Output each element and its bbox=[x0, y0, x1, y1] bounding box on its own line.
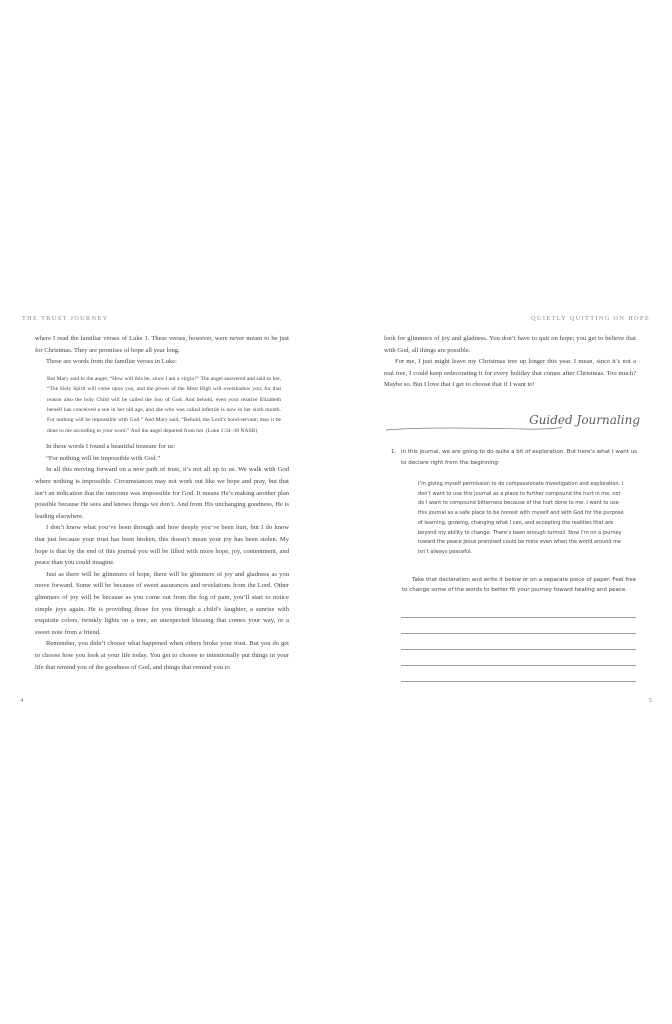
paragraph: Just as there will be glimmers of hope, there will be glimmers of joy and gladness as you move forward. Some will be because of sweet assurances and revelations from the Lord. Other glimmers of joy will be because as you come out from the fog of pain, you’ll start to notice simple joys again. He is providing those for you through a child’s laughter, a sunrise with exquisite colors, twinkly lights on a tree, an unexpected blessing that comes your way, or a sweet note from a friend. bbox=[35, 570, 289, 636]
paragraph: In these words I found a beautiful treasure for us: bbox=[46, 443, 176, 451]
writing-line[interactable] bbox=[401, 617, 636, 618]
header-right: QUIETLY QUITTING ON HOPE bbox=[531, 315, 650, 322]
instruction-paragraph: Take that declaration and write it below or on a separate piece of paper. Feel free to change some of the words to better fit your journey toward healing and peace. bbox=[402, 577, 637, 593]
prompt-number: 1. bbox=[391, 449, 397, 455]
scripture-blockquote: But Mary said to the angel, “How will this be, since I am a virgin?” The angel answered and said to her, “The Holy Spirit will come upon you, and the power of the Most High will overshadow you; for that reason also the holy Child will be called the Son of God. And behold, even your relative Elizabeth herself has conceived a son in her old age, and she who was called infertile is now in her sixth month. For nothing will be impossible with God.” And Mary said, “Behold, the Lord’s bond-servant; may it be done to me according to your word.” And the angel departed from her. (Luke 1:34–38 NASB) bbox=[47, 375, 281, 434]
section-title: Guided Journaling bbox=[529, 413, 640, 427]
writing-line[interactable] bbox=[401, 665, 636, 666]
paragraph: I don’t know what you’ve been through and how deeply you’ve been hurt, but I do know that just because your trust has been broken, this doesn’t mean your joy has been stolen. My hope is that by the end of this journal you will be filled with more hope, joy, contentment, and peace than you could imagine. bbox=[35, 524, 289, 567]
page-number-left: 4 bbox=[20, 697, 24, 704]
journal-prompt-1 bbox=[391, 447, 637, 468]
paragraph: Remember, you didn’t choose what happened when others broke your trust. But you do get to choose how you look at your life today. You get to choose to intentionally put things in your life that remind you of the goodness of God, and things that remind you to bbox=[35, 640, 289, 671]
paragraph: “For nothing will be impossible with God.” bbox=[46, 454, 161, 462]
writing-line[interactable] bbox=[401, 633, 636, 634]
paragraph: In all this moving forward on a new path of trust, it’s not all up to us. We walk with God where nothing is impossible. Circumstances may not work out like we hope and pray, but that isn’t an indication that the outcome was impossible for God. It means He’s making another plan possible because He sees and knows things we don’t. And from His unchanging goodness, He is leading elsewhere. bbox=[35, 466, 289, 520]
left-page-body bbox=[35, 333, 289, 673]
paragraph: For me, I just might leave my Christmas tree up longer this year. I mean, since it’s not a real tree, I could keep redecorating it for every holiday that comes after Christmas. Too much? Maybe so. But I love that I get to choose that if I want to! bbox=[384, 358, 636, 389]
right-page-body bbox=[384, 333, 636, 391]
writing-line[interactable] bbox=[401, 681, 636, 682]
prompt-text: In this journal, we are going to do quite a bit of exploration. But here’s what I want us to declare right from the beginning: bbox=[401, 449, 637, 466]
declaration-text: I’m giving myself permission to do compassionate investigation and exploration. I don’t want to use this journal as a place to further compound the hurt in me, nor do I want to compound bitterness because of the hurt done to me. I want to use this journal as a safe place to be honest with myself and with God for the purpose of learning, growing, changing what I can, and accepting the realities that are beyond my ability to change. There’s been enough turmoil. Now I’m on a journey toward the peace Jesus promised could be mine even when the world around me isn’t always peaceful. bbox=[418, 481, 624, 555]
paragraph: look for glimmers of joy and gladness. You don’t have to quit on hope; you get to believe that with God, all things are possible. bbox=[384, 335, 636, 354]
paragraph: where I read the familiar verses of Luke 1. These verses, however, were never meant to be just for Christmas. They are promises of hope all year long. bbox=[35, 335, 289, 354]
instruction-text bbox=[402, 576, 638, 596]
header-left: THE TRUST JOURNEY bbox=[22, 315, 109, 322]
page-number-right: 5 bbox=[648, 697, 652, 704]
paragraph: These are words from the familiar verses in Luke: bbox=[46, 358, 177, 366]
writing-line[interactable] bbox=[401, 649, 636, 650]
guided-journaling-heading bbox=[384, 410, 646, 440]
